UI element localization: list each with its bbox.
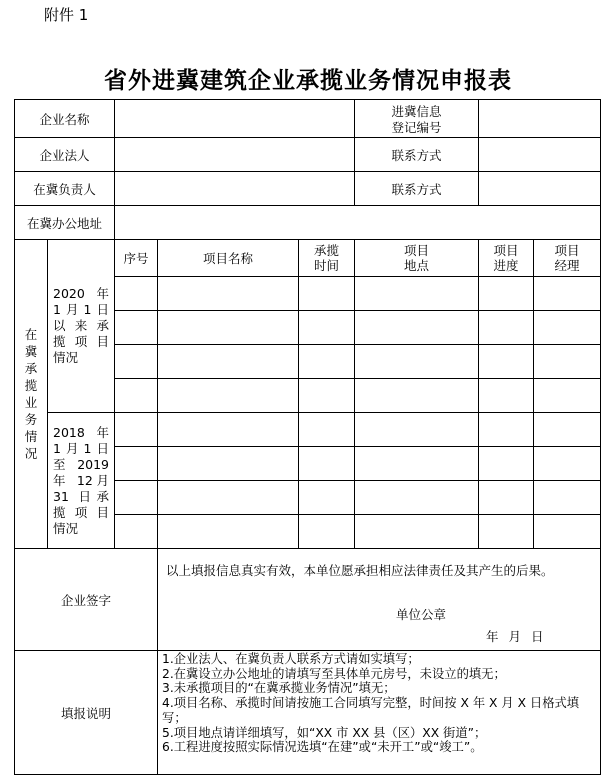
business-label-char: 务 — [24, 412, 38, 427]
business-label-char: 况 — [24, 446, 38, 461]
data-cell[interactable] — [115, 447, 158, 481]
data-cell[interactable] — [299, 515, 355, 549]
data-cell[interactable] — [534, 311, 601, 345]
data-cell[interactable] — [355, 379, 479, 413]
data-cell[interactable] — [299, 413, 355, 447]
data-cell[interactable] — [479, 481, 534, 515]
data-cell[interactable] — [158, 447, 299, 481]
business-label-char: 揽 — [24, 378, 38, 393]
col-header-no: 序号 — [115, 240, 158, 277]
data-cell[interactable] — [534, 515, 601, 549]
contact-label-2: 联系方式 — [355, 172, 479, 206]
data-cell[interactable] — [534, 379, 601, 413]
declaration-form-table — [14, 99, 601, 775]
business-label-char: 情 — [24, 429, 38, 444]
data-cell[interactable] — [534, 481, 601, 515]
instruction-item: 5.项目地点请详细填写，如“XX 市 XX 县（区）XX 街道”； — [162, 725, 487, 740]
signature-field[interactable] — [158, 549, 601, 651]
data-cell[interactable] — [115, 379, 158, 413]
legal-person-label: 企业法人 — [15, 138, 115, 172]
data-cell[interactable] — [479, 345, 534, 379]
data-cell[interactable] — [158, 379, 299, 413]
data-cell[interactable] — [115, 515, 158, 549]
signature-statement: 以上填报信息真实有效，本单位愿承担相应法律责任及其产生的后果。 — [166, 563, 554, 578]
col-header-manager-line1: 项目 — [554, 243, 580, 258]
company-name-field[interactable] — [115, 100, 355, 138]
col-header-manager — [534, 240, 601, 277]
data-cell[interactable] — [158, 413, 299, 447]
data-cell[interactable] — [534, 345, 601, 379]
period-2020-label — [48, 240, 115, 413]
instruction-item: 6.工程进度按照实际情况选填“在建”或“未开工”或“竣工”。 — [162, 740, 483, 755]
col-header-contract-time-line2: 时间 — [314, 258, 340, 273]
data-cell[interactable] — [115, 413, 158, 447]
instruction-item: 4.项目名称、承揽时间请按施工合同填写完整，时间按 X 年 X 月 X 日格式填写； — [162, 696, 580, 725]
data-cell[interactable] — [158, 311, 299, 345]
col-header-location-line1: 项目 — [404, 243, 430, 258]
data-cell[interactable] — [355, 413, 479, 447]
form-title: 省外进冀建筑企业承揽业务情况申报表 — [104, 68, 512, 94]
signature-label: 企业签字 — [15, 549, 158, 651]
data-cell[interactable] — [479, 311, 534, 345]
data-cell[interactable] — [534, 447, 601, 481]
contact-field-2[interactable] — [479, 172, 601, 206]
contact-label-1: 联系方式 — [355, 138, 479, 172]
col-header-project-name: 项目名称 — [158, 240, 299, 277]
registration-no-line1: 进冀信息 — [391, 103, 442, 119]
col-header-progress — [479, 240, 534, 277]
data-cell[interactable] — [355, 447, 479, 481]
data-cell[interactable] — [115, 345, 158, 379]
period-2018-text: 2018 年 1月1日 至 2019 年 12月 31 日承 揽 项 目 情况 — [53, 424, 110, 536]
period-2020-text: 2020 年 1月1日 以 来 承 揽 项 目 情况 — [53, 286, 110, 365]
col-header-location — [355, 240, 479, 277]
period-2018-label — [48, 413, 115, 549]
data-cell[interactable] — [158, 345, 299, 379]
business-label-char: 在 — [24, 327, 38, 342]
data-cell[interactable] — [479, 447, 534, 481]
data-cell[interactable] — [355, 481, 479, 515]
data-cell[interactable] — [479, 379, 534, 413]
registration-no-line2: 登记编号 — [391, 119, 442, 135]
registration-no-label — [355, 100, 479, 138]
company-seal-label: 单位公章 — [396, 607, 447, 622]
data-cell[interactable] — [355, 345, 479, 379]
data-cell[interactable] — [299, 379, 355, 413]
office-address-label: 在冀办公地址 — [15, 206, 115, 240]
data-cell[interactable] — [479, 413, 534, 447]
col-header-location-line2: 地点 — [404, 258, 430, 273]
data-cell[interactable] — [479, 277, 534, 311]
signature-date-label: 年 月 日 — [486, 629, 544, 644]
office-address-field[interactable] — [115, 206, 601, 240]
data-cell[interactable] — [355, 311, 479, 345]
registration-no-field[interactable] — [479, 100, 601, 138]
data-cell[interactable] — [158, 515, 299, 549]
data-cell[interactable] — [355, 277, 479, 311]
col-header-progress-line2: 进度 — [493, 258, 519, 273]
instructions-label: 填报说明 — [15, 651, 158, 775]
hebei-manager-field[interactable] — [115, 172, 355, 206]
business-label-char: 承 — [24, 361, 38, 376]
data-cell[interactable] — [299, 481, 355, 515]
col-header-manager-line2: 经理 — [554, 258, 580, 273]
data-cell[interactable] — [299, 447, 355, 481]
contact-field-1[interactable] — [479, 138, 601, 172]
instructions-content — [158, 651, 601, 775]
business-section-label — [15, 240, 48, 549]
instruction-item: 3.未承揽项目的“在冀承揽业务情况”填无； — [162, 681, 396, 696]
data-cell[interactable] — [158, 277, 299, 311]
col-header-progress-line1: 项目 — [493, 243, 519, 258]
data-cell[interactable] — [299, 277, 355, 311]
company-name-label: 企业名称 — [15, 100, 115, 138]
data-cell[interactable] — [299, 345, 355, 379]
data-cell[interactable] — [115, 277, 158, 311]
table-row — [15, 413, 601, 447]
col-header-contract-time — [299, 240, 355, 277]
data-cell[interactable] — [479, 515, 534, 549]
data-cell[interactable] — [115, 311, 158, 345]
business-label-char: 冀 — [24, 344, 38, 359]
legal-person-field[interactable] — [115, 138, 355, 172]
attachment-label: 附件 1 — [44, 6, 89, 24]
hebei-manager-label: 在冀负责人 — [15, 172, 115, 206]
data-cell[interactable] — [115, 481, 158, 515]
instruction-item: 2.在冀设立办公地址的请填写至具体单元房号，未设立的填无； — [162, 666, 506, 681]
data-cell[interactable] — [534, 413, 601, 447]
instruction-item: 1.企业法人、在冀负责人联系方式请如实填写； — [162, 652, 420, 666]
data-cell[interactable] — [534, 277, 601, 311]
business-label-char: 业 — [24, 395, 38, 410]
data-cell[interactable] — [299, 311, 355, 345]
data-cell[interactable] — [355, 515, 479, 549]
data-cell[interactable] — [158, 481, 299, 515]
col-header-contract-time-line1: 承揽 — [314, 243, 340, 258]
